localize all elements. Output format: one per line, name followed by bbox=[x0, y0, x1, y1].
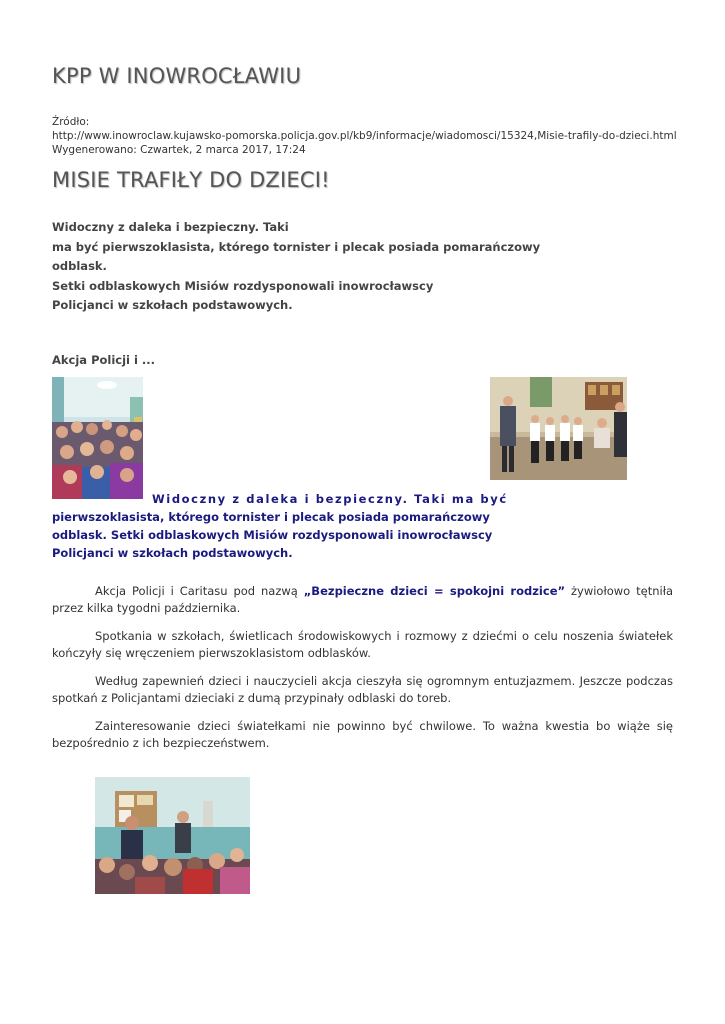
site-title: KPP W INOWROCŁAWIU bbox=[52, 64, 302, 88]
section-label: Akcja Policji i ... bbox=[52, 353, 156, 367]
source-label: Źródło: bbox=[52, 116, 90, 128]
caption-line: pierwszoklasista, którego tornister i plecak posiada pomarańczowy bbox=[52, 510, 490, 524]
article-title: MISIE TRAFIŁY DO DZIECI! bbox=[52, 168, 330, 192]
paragraph-1 bbox=[52, 583, 673, 617]
intro-line: Widoczny z daleka i bezpieczny. Taki bbox=[52, 220, 289, 234]
intro-line: Setki odblaskowych Misiów rozdysponowali inowrocławscy bbox=[52, 278, 434, 293]
photo-officers-children bbox=[95, 777, 250, 894]
campaign-name: „Bezpieczne dzieci = spokojni rodzice” bbox=[303, 584, 566, 598]
caption-line: Widoczny z daleka i bezpieczny. Taki ma być bbox=[152, 492, 508, 506]
generated-date: Wygenerowano: Czwartek, 2 marca 2017, 17:24 bbox=[52, 144, 306, 156]
photo-children-corridor bbox=[52, 377, 143, 499]
caption-line: Policjanci w szkołach podstawowych. bbox=[52, 546, 293, 560]
article-intro bbox=[52, 218, 540, 316]
paragraph-3 bbox=[52, 673, 673, 707]
intro-line: ma być pierwszoklasista, którego tornister i plecak posiada pomarańczowy bbox=[52, 239, 541, 254]
p1-after: żywiołowo tętniła przez kilka tygodni października. bbox=[52, 584, 674, 615]
caption-line: odblask. Setki odblaskowych Misiów rozdysponowali inowrocławscy bbox=[52, 528, 493, 542]
intro-line: Policjanci w szkołach podstawowych. bbox=[52, 298, 293, 312]
caption-block bbox=[52, 490, 508, 562]
source-meta bbox=[52, 115, 677, 157]
intro-line: odblask. bbox=[52, 259, 107, 273]
p4-text: Zainteresowanie dzieci światełkami nie powinno być chwilowe. To ważna kwestia bo wiąże się bezpośrednio z ich bezpieczeństwem. bbox=[52, 719, 673, 750]
paragraph-2 bbox=[52, 628, 673, 662]
p1-before: Akcja Policji i Caritasu pod nazwą bbox=[95, 584, 304, 598]
paragraph-4 bbox=[52, 718, 673, 752]
source-url[interactable]: http://www.inowroclaw.kujawsko-pomorska.policja.gov.pl/kb9/informacje/wiadomosci/15324,Misie-trafily-do-dzieci.html bbox=[52, 130, 677, 142]
p2-text: Spotkania w szkołach, świetlicach środowiskowych i rozmowy z dziećmi o celu noszenia światełek kończyły się wręczeniem pierwszoklasistom odblasków. bbox=[52, 629, 673, 660]
p3-text: Według zapewnień dzieci i nauczycieli akcja cieszyła się ogromnym entuzjazmem. Jeszcze podczas spotkań z Policjantami dzieciaki z dumą przypinały odblaski do toreb. bbox=[52, 674, 673, 705]
photo-classroom-officer bbox=[490, 377, 627, 480]
